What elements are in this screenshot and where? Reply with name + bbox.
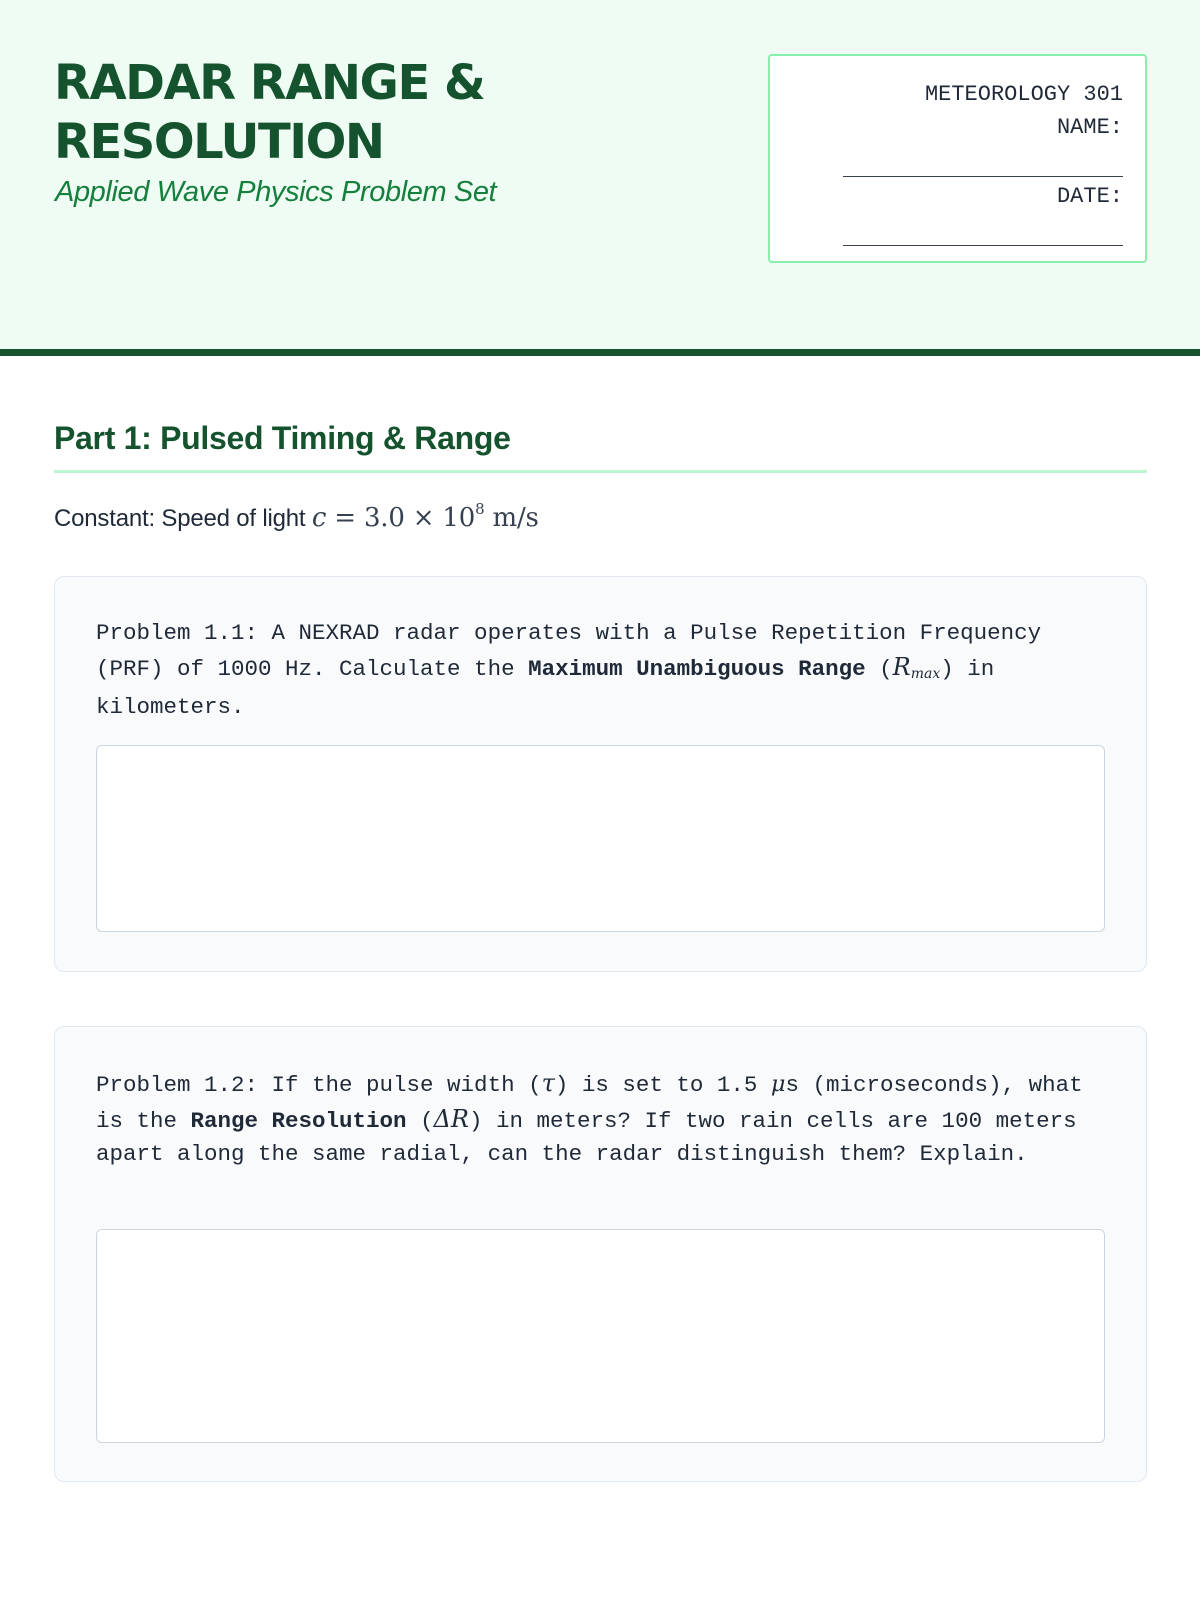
title-line-1: RADAR RANGE & [54, 55, 485, 111]
title-line-2: RESOLUTION [54, 114, 384, 170]
delta-r-symbol: ΔR [433, 1104, 469, 1133]
constant-label: Constant: Speed of light [54, 505, 306, 532]
section-title: Part 1: Pulsed Timing & Range [54, 420, 511, 456]
constant-exponent: 8 [475, 500, 485, 518]
problem-1-bold: Maximum Unambiguous Range [528, 655, 866, 682]
constant-unit: m/s [492, 503, 539, 533]
problem-2-bold: Range Resolution [190, 1107, 407, 1134]
name-label: NAME: [1056, 115, 1123, 140]
problem-2-text [96, 1067, 1106, 1172]
worksheet-header [0, 0, 1200, 356]
section-divider [54, 470, 1147, 473]
date-label: DATE: [1056, 184, 1123, 209]
constant-formula [311, 500, 539, 533]
problem-1-text-b: ( [865, 655, 893, 682]
problem-card-1 [54, 576, 1147, 972]
name-blank-line[interactable] [843, 176, 1123, 177]
problem-2-text-c: s (microseconds), what is the [96, 1072, 1097, 1134]
problem-2-text-a: Problem 1.2: If the pulse width ( [96, 1072, 542, 1098]
course-label: METEOROLOGY 301 [924, 82, 1123, 107]
constant-variable: c [311, 503, 327, 533]
mu-symbol: μ [770, 1071, 786, 1097]
answer-box-1[interactable] [96, 745, 1105, 932]
worksheet-subtitle: Applied Wave Physics Problem Set [55, 176, 497, 208]
worksheet-title [54, 54, 484, 172]
constant-equation: = 3.0 × 10 [334, 503, 476, 533]
problem-1-symbol-main: R [892, 652, 911, 681]
problem-2-text-e: ) in meters? If two rain cells are 100 meters apart along the same radial, can the radar distinguish them? Explain. [96, 1107, 1091, 1167]
constant-line [54, 500, 539, 533]
problem-1-text [96, 617, 1106, 725]
student-info-box [768, 54, 1147, 263]
problem-1-text-c: ) in kilometers. [96, 655, 1008, 720]
problem-2-text-d: ( [406, 1107, 434, 1134]
problem-2-text-b: ) is set to 1.5 [554, 1072, 771, 1098]
answer-box-2[interactable] [96, 1229, 1105, 1443]
tau-symbol: τ [541, 1069, 555, 1097]
problem-1-text-a: Problem 1.1: A NEXRAD radar operates with a Pulse Repetition Frequency (PRF) of 1000 Hz. Calculate the [96, 620, 1055, 682]
date-blank-line[interactable] [843, 245, 1123, 246]
problem-1-symbol-sub: max [910, 665, 941, 682]
problem-card-2 [54, 1026, 1147, 1482]
problem-1-symbol [893, 653, 941, 681]
